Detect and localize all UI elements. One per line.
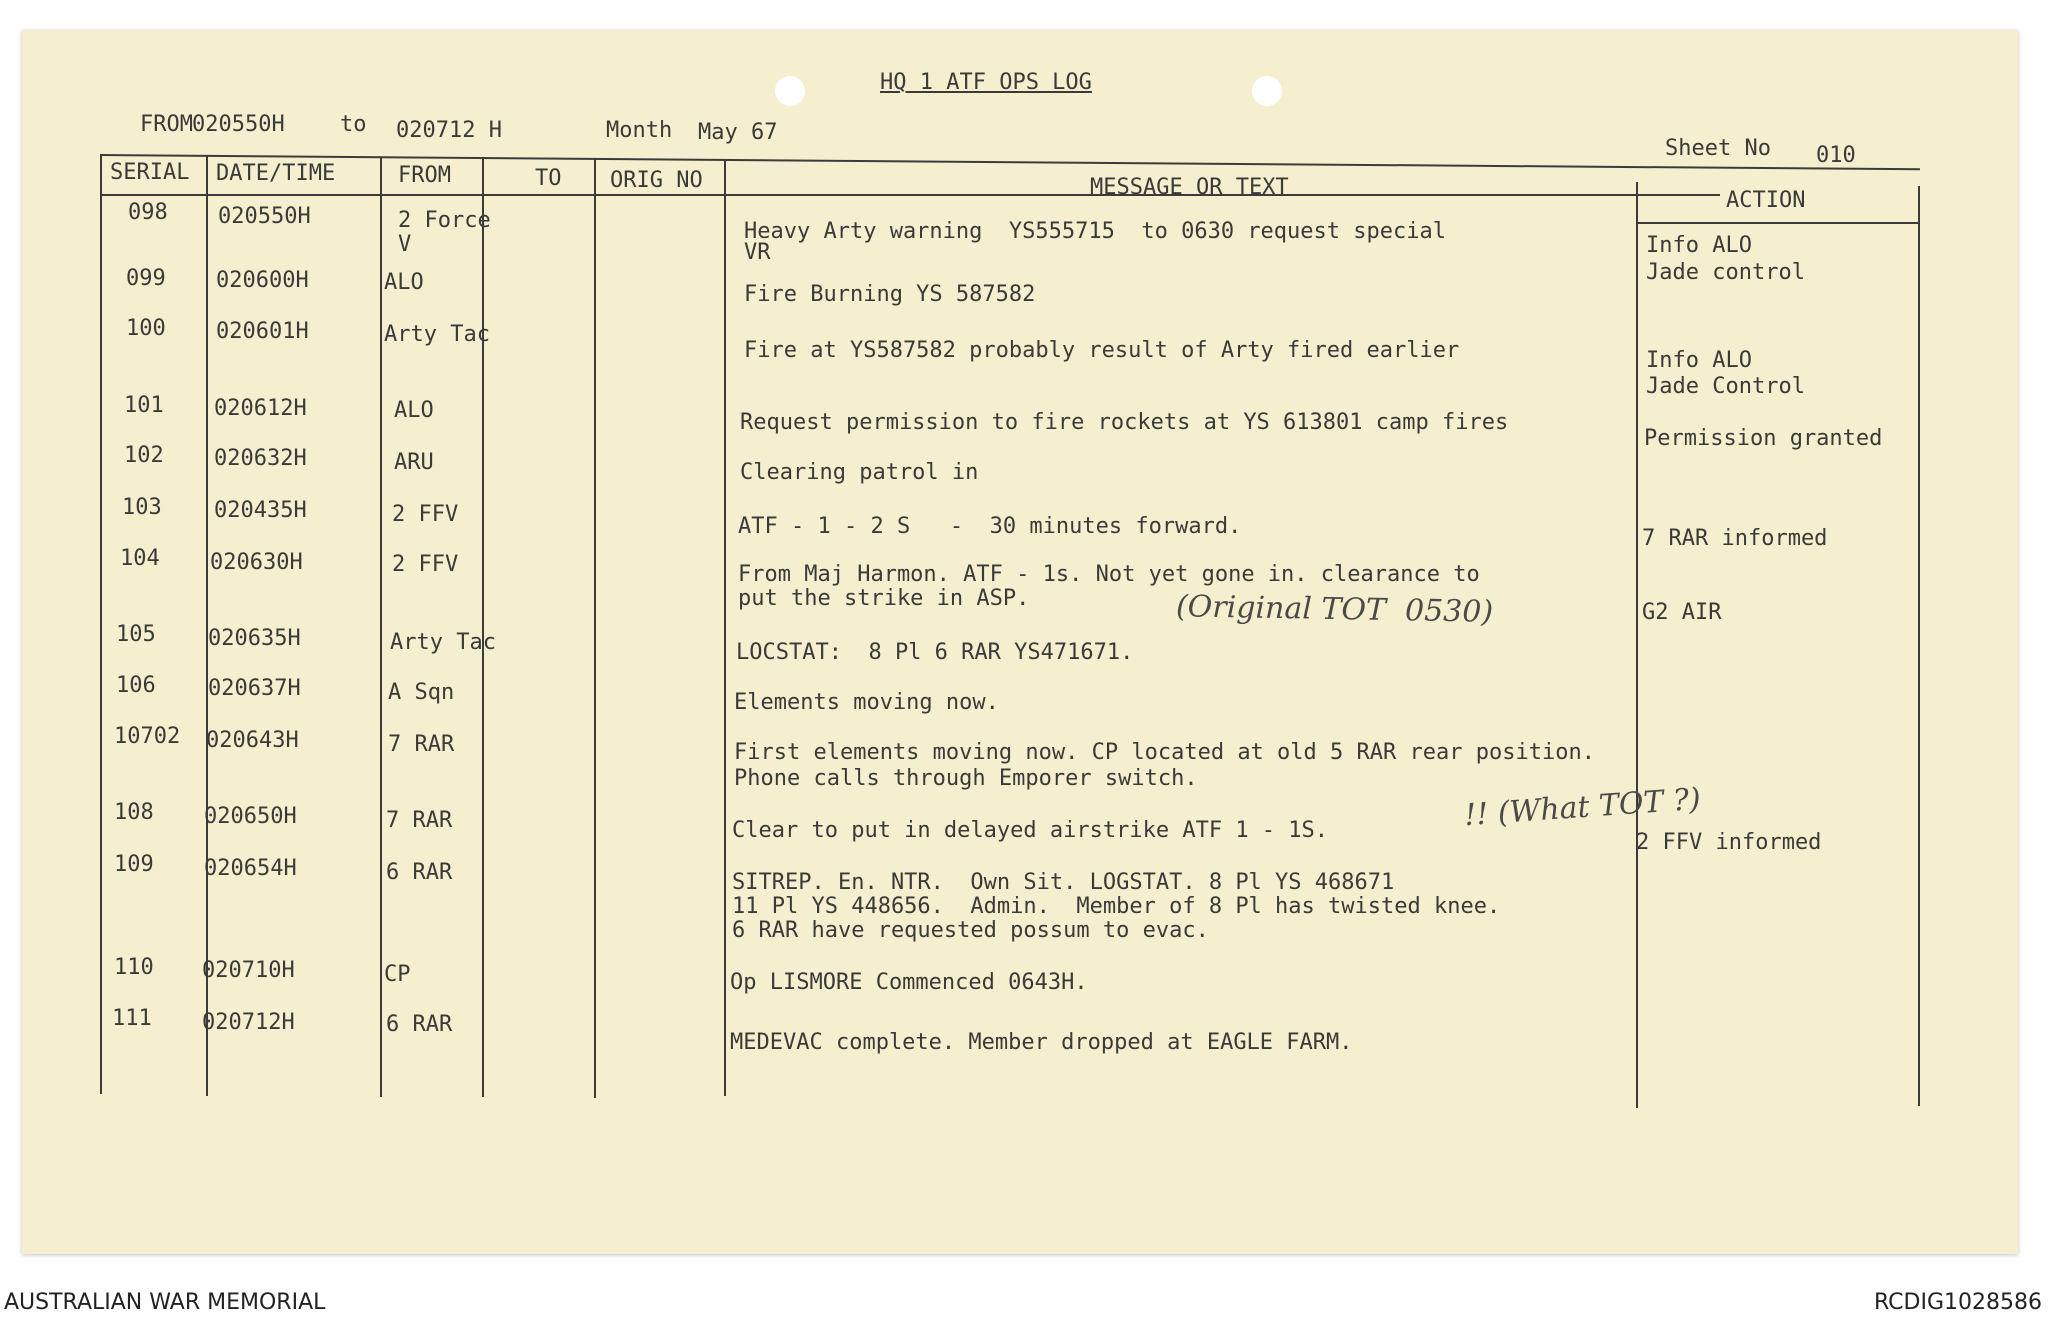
from-cell: 2 Force: [398, 208, 491, 233]
serial-cell: 102: [124, 443, 164, 468]
serial-cell: 104: [120, 546, 160, 571]
action-cell: 7 RAR informed: [1642, 526, 1828, 551]
month-label: Month: [606, 118, 673, 143]
datetime-cell: 020712H: [202, 1010, 295, 1035]
from-cell: Arty Tac: [390, 630, 496, 655]
message-cell: Clearing patrol in: [740, 460, 979, 485]
table-left-rule: [100, 154, 102, 1094]
serial-cell: 111: [112, 1006, 152, 1031]
datetime-cell: 020637H: [208, 676, 301, 701]
serial-cell: 101: [124, 393, 164, 418]
column-header-datetime: DATE/TIME: [216, 161, 336, 186]
message-cell: Phone calls through Emporer switch.: [734, 766, 1198, 791]
message-cell: Request permission to fire rockets at YS 613801 camp fires: [740, 410, 1509, 435]
from-cell: Arty Tac: [384, 322, 490, 347]
datetime-col-rule: [380, 157, 382, 1097]
from-value: 020550H: [192, 112, 285, 137]
serial-cell: 106: [116, 673, 156, 698]
from-cell: 6 RAR: [386, 1012, 453, 1037]
datetime-cell: 020632H: [214, 446, 307, 471]
datetime-cell: 020601H: [216, 319, 309, 344]
message-cell: 11 Pl YS 448656. Admin. Member of 8 Pl has twisted knee.: [732, 894, 1501, 919]
from-cell: 7 RAR: [386, 808, 453, 833]
column-header-from: FROM: [398, 163, 451, 188]
serial-cell: 110: [114, 955, 154, 980]
to-label: to: [340, 112, 367, 137]
action-cell: Jade control: [1646, 260, 1805, 285]
sheet-number: 010: [1816, 143, 1856, 168]
page-title: HQ 1 ATF OPS LOG: [880, 70, 1092, 95]
datetime-cell: 020550H: [218, 204, 311, 229]
message-cell: First elements moving now. CP located at old 5 RAR rear position.: [734, 740, 1595, 765]
message-cell: LOCSTAT: 8 Pl 6 RAR YS471671.: [736, 640, 1134, 665]
column-header-message: MESSAGE OR TEXT: [1090, 175, 1289, 200]
column-header-serial: SERIAL: [110, 160, 190, 185]
to-col-rule: [594, 158, 596, 1098]
datetime-cell: 020435H: [214, 498, 307, 523]
message-cell: Heavy Arty warning YS555715 to 0630 request special: [744, 219, 1446, 244]
message-cell: From Maj Harmon. ATF - 1s. Not yet gone in. clearance to: [738, 562, 1480, 587]
message-cell: SITREP. En. NTR. Own Sit. LOGSTAT. 8 Pl YS 468671: [732, 870, 1395, 895]
sheet-label: Sheet No: [1665, 136, 1771, 161]
serial-cell: 100: [126, 316, 166, 341]
from-cell: 7 RAR: [388, 732, 455, 757]
punch-hole-left: [775, 76, 805, 106]
from-cell: 6 RAR: [386, 860, 453, 885]
action-cell: Permission granted: [1644, 426, 1883, 451]
message-cell: VR: [744, 240, 771, 265]
from-cell: A Sqn: [388, 680, 455, 705]
from-col-rule: [482, 157, 484, 1097]
table-right-rule: [1918, 186, 1920, 1106]
from-label: FROM: [140, 112, 193, 137]
message-cell: Fire Burning YS 587582: [744, 282, 1036, 307]
serial-cell: 10702: [114, 724, 181, 749]
to-value: 020712 H: [396, 118, 502, 143]
punch-hole-right: [1252, 76, 1282, 106]
serial-cell: 098: [128, 200, 168, 225]
action-cell: 2 FFV informed: [1636, 830, 1822, 855]
column-header-to: TO: [535, 166, 562, 191]
from-cell: 2 FFV: [392, 552, 459, 577]
from-cell: ALO: [384, 270, 424, 295]
from-cell: CP: [384, 962, 411, 987]
message-cell: 6 RAR have requested possum to evac.: [732, 918, 1209, 943]
action-cell: Jade Control: [1646, 374, 1805, 399]
from-cell: 2 FFV: [392, 502, 459, 527]
datetime-cell: 020654H: [204, 856, 297, 881]
from-cell: ALO: [394, 398, 434, 423]
serial-cell: 108: [114, 800, 154, 825]
image-reference: RCDIG1028586: [1873, 1290, 2042, 1315]
message-cell: ATF - 1 - 2 S - 30 minutes forward.: [738, 514, 1242, 539]
message-cell: Op LISMORE Commenced 0643H.: [730, 970, 1088, 995]
datetime-cell: 020635H: [208, 626, 301, 651]
datetime-cell: 020600H: [216, 268, 309, 293]
archive-credit: AUSTRALIAN WAR MEMORIAL: [4, 1290, 326, 1315]
serial-cell: 109: [114, 852, 154, 877]
datetime-cell: 020650H: [204, 804, 297, 829]
action-cell: G2 AIR: [1642, 600, 1722, 625]
serial-cell: 099: [126, 266, 166, 291]
from-cell: V: [398, 232, 412, 257]
action-cell: Info ALO: [1646, 348, 1752, 373]
month-value: May 67: [698, 120, 778, 145]
message-col-rule: [1636, 182, 1638, 1108]
datetime-cell: 020710H: [202, 958, 295, 983]
message-cell: Elements moving now.: [734, 690, 999, 715]
orig-col-rule: [724, 160, 726, 1096]
datetime-cell: 020630H: [210, 550, 303, 575]
serial-cell: 105: [116, 622, 156, 647]
column-header-orig-no: ORIG NO: [610, 168, 703, 193]
handwritten-note-what-tot: !! (What TOT ?): [1463, 781, 1702, 834]
from-cell: ARU: [394, 450, 434, 475]
datetime-cell: 020612H: [214, 396, 307, 421]
handwritten-note-original-tot: (Original TOT 0530): [1175, 589, 1494, 630]
datetime-cell: 020643H: [206, 728, 299, 753]
message-cell: put the strike in ASP.: [738, 586, 1030, 611]
header-bottom-rule: [100, 194, 1720, 196]
message-cell: Clear to put in delayed airstrike ATF 1 - 1S.: [732, 818, 1329, 843]
message-cell: Fire at YS587582 probably result of Arty fired earlier: [744, 338, 1460, 363]
action-cell: Info ALO: [1646, 233, 1752, 258]
column-header-action: ACTION: [1726, 188, 1806, 213]
action-header-rule: [1638, 222, 1920, 224]
serial-cell: 103: [122, 495, 162, 520]
message-cell: MEDEVAC complete. Member dropped at EAGLE FARM.: [730, 1030, 1353, 1055]
